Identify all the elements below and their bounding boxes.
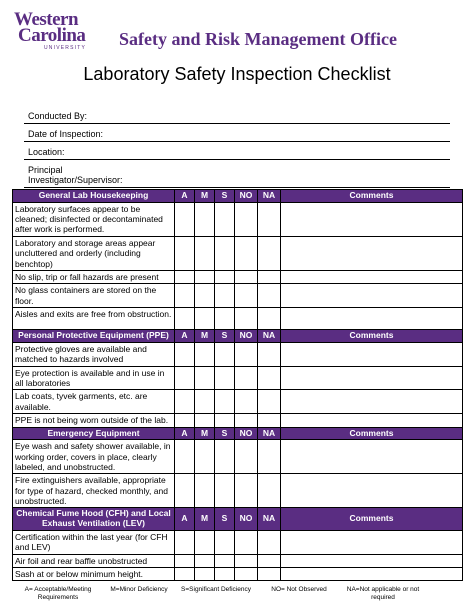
checklist-item-text: PPE is not being worn outside of the lab. [13,414,175,427]
checkbox-cell-no[interactable] [235,554,258,567]
checkbox-cell-no[interactable] [235,440,258,474]
checkbox-cell-no[interactable] [235,530,258,554]
checkbox-cell-a[interactable] [175,270,195,283]
checkbox-cell-m[interactable] [195,554,215,567]
checklist-item-text: Certification within the last year (for CFH and LEV) [13,530,175,554]
checkbox-cell-na[interactable] [258,270,281,283]
column-header-na: NA [258,427,281,440]
checklist-row [13,343,463,367]
checkbox-cell-no[interactable] [235,270,258,283]
column-header-no: NO [235,330,258,343]
checkbox-cell-comments[interactable] [281,366,463,390]
checkbox-cell-a[interactable] [175,366,195,390]
checkbox-cell-s[interactable] [215,202,235,236]
checkbox-cell-na[interactable] [258,236,281,270]
checkbox-cell-s[interactable] [215,568,235,581]
column-header-a: A [175,330,195,343]
section-title: Chemical Fume Hood (CFH) and Local Exhaust Ventilation (LEV) [13,508,175,531]
logo-line-carolina: Carolina [18,25,86,46]
column-header-s: S [215,508,235,531]
checklist-item-text: Laboratory and storage areas appear uncluttered and orderly (including benchtop) [13,236,175,270]
column-header-a: A [175,427,195,440]
column-header-s: S [215,190,235,203]
checkbox-cell-na[interactable] [258,390,281,414]
checkbox-cell-s[interactable] [215,236,235,270]
info-conducted-by[interactable]: Conducted By: [24,108,450,124]
checkbox-cell-no[interactable] [235,284,258,308]
logo-line-western: Western [14,9,79,30]
checkbox-cell-m[interactable] [195,270,215,283]
checkbox-cell-no[interactable] [235,236,258,270]
column-header-m: M [195,427,215,440]
checklist-row [13,284,463,308]
checklist-item-text: No slip, trip or fall hazards are present [13,270,175,283]
checkbox-cell-m[interactable] [195,236,215,270]
checkbox-cell-m[interactable] [195,366,215,390]
checkbox-cell-no[interactable] [235,366,258,390]
column-header-m: M [195,190,215,203]
checkbox-cell-a[interactable] [175,554,195,567]
checkbox-cell-m[interactable] [195,308,215,330]
info-principal-investigator[interactable]: Principal Investigator/Supervisor: [24,160,450,188]
column-header-comments: Comments [281,427,463,440]
checkbox-cell-na[interactable] [258,308,281,330]
checklist-row [13,202,463,236]
checkbox-cell-m[interactable] [195,390,215,414]
checkbox-cell-na[interactable] [258,202,281,236]
checkbox-cell-m[interactable] [195,440,215,474]
column-header-s: S [215,330,235,343]
legend-minor: M=Minor Deficiency [110,586,168,593]
checkbox-cell-m[interactable] [195,343,215,367]
page-header [14,10,464,50]
checkbox-cell-na[interactable] [258,414,281,427]
checkbox-cell-m[interactable] [195,202,215,236]
checkbox-cell-s[interactable] [215,530,235,554]
checkbox-cell-comments[interactable] [281,270,463,283]
column-header-comments: Comments [281,330,463,343]
checkbox-cell-s[interactable] [215,284,235,308]
checkbox-cell-s[interactable] [215,308,235,330]
checklist-row [13,414,463,427]
checkbox-cell-s[interactable] [215,554,235,567]
column-header-na: NA [258,330,281,343]
column-header-no: NO [235,427,258,440]
checklist-item-text: Aisles and exits are free from obstruction. [13,308,175,330]
checkbox-cell-a[interactable] [175,440,195,474]
checkbox-cell-comments[interactable] [281,568,463,581]
column-header-a: A [175,190,195,203]
column-header-no: NO [235,508,258,531]
checkbox-cell-no[interactable] [235,414,258,427]
section-title: Personal Protective Equipment (PPE) [13,330,175,343]
checkbox-cell-no[interactable] [235,390,258,414]
inspection-info [24,108,450,188]
checklist-row [13,554,463,567]
checklist-item-text: Lab coats, tyvek garments, etc. are available. [13,390,175,414]
checkbox-cell-na[interactable] [258,284,281,308]
checkbox-cell-comments[interactable] [281,308,463,330]
checkbox-cell-m[interactable] [195,474,215,508]
checkbox-cell-a[interactable] [175,414,195,427]
checklist-row [13,390,463,414]
checklist-row [13,366,463,390]
checkbox-cell-na[interactable] [258,474,281,508]
legend-not-observed: NO= Not Observed [271,586,327,593]
column-header-comments: Comments [281,190,463,203]
checkbox-cell-na[interactable] [258,440,281,474]
checkbox-cell-comments[interactable] [281,202,463,236]
checkbox-cell-a[interactable] [175,474,195,508]
column-header-na: NA [258,508,281,531]
section-header-general-lab-housekeeping [13,190,463,203]
column-header-s: S [215,427,235,440]
info-date-of-inspection[interactable]: Date of Inspection: [24,124,450,142]
checkbox-cell-a[interactable] [175,308,195,330]
legend-not-applicable: NA=Not applicable or not required [346,586,420,602]
checklist-item-text: Laboratory surfaces appear to be cleaned; disinfected or decontaminated after work is performed. [13,202,175,236]
checkbox-cell-a[interactable] [175,202,195,236]
checkbox-cell-na[interactable] [258,366,281,390]
checkbox-cell-comments[interactable] [281,474,463,508]
checkbox-cell-no[interactable] [235,474,258,508]
checkbox-cell-s[interactable] [215,270,235,283]
checkbox-cell-s[interactable] [215,440,235,474]
legend-acceptable: A= Acceptable/Meeting Requirements [24,586,92,602]
section-header-personal-protective-equipment- [13,330,463,343]
checklist-row [13,270,463,283]
checklist-item-text: Fire extinguishers available, appropriate for type of hazard, checked monthly, and unobstructed. [13,474,175,508]
checkbox-cell-s[interactable] [215,366,235,390]
wcu-logo [14,10,114,50]
info-location[interactable]: Location: [24,142,450,160]
section-title: General Lab Housekeeping [13,190,175,203]
checkbox-cell-a[interactable] [175,568,195,581]
checkbox-cell-comments[interactable] [281,343,463,367]
checkbox-cell-no[interactable] [235,308,258,330]
checkbox-cell-s[interactable] [215,474,235,508]
checkbox-cell-comments[interactable] [281,414,463,427]
checklist-item-text: Eye protection is available and in use in all laboratories [13,366,175,390]
office-name: Safety and Risk Management Office [119,29,397,49]
document-title: Laboratory Safety Inspection Checklist [83,64,391,84]
checkbox-cell-m[interactable] [195,284,215,308]
checkbox-cell-no[interactable] [235,343,258,367]
checkbox-cell-na[interactable] [258,343,281,367]
checkbox-cell-m[interactable] [195,568,215,581]
checklist-item-text: Sash at or below minimum height. [13,568,175,581]
section-title: Emergency Equipment [13,427,175,440]
checklist-item-text: No glass containers are stored on the floor. [13,284,175,308]
logo-line-university: UNIVERSITY [44,45,87,51]
section-header-emergency-equipment [13,427,463,440]
checkbox-cell-comments[interactable] [281,440,463,474]
checkbox-cell-na[interactable] [258,554,281,567]
checkbox-cell-comments[interactable] [281,236,463,270]
checkbox-cell-comments[interactable] [281,284,463,308]
column-header-m: M [195,508,215,531]
column-header-comments: Comments [281,508,463,531]
checklist-row [13,474,463,508]
checkbox-cell-no[interactable] [235,568,258,581]
checkbox-cell-a[interactable] [175,236,195,270]
checklist-row [13,530,463,554]
section-header-chemical-fume-hood-cfh-and-loc [13,508,463,531]
checklist-item-text: Air foil and rear baffle unobstructed [13,554,175,567]
checklist-row [13,308,463,330]
checkbox-cell-na[interactable] [258,568,281,581]
checklist-item-text: Eye wash and safety shower available, in working order, covers in place, clearly labeled, and unobstructed. [13,440,175,474]
checkbox-cell-a[interactable] [175,390,195,414]
checkbox-cell-s[interactable] [215,343,235,367]
checkbox-cell-comments[interactable] [281,530,463,554]
checkbox-cell-a[interactable] [175,284,195,308]
checkbox-cell-m[interactable] [195,530,215,554]
checkbox-cell-comments[interactable] [281,390,463,414]
checklist-row [13,440,463,474]
checkbox-cell-na[interactable] [258,530,281,554]
column-header-m: M [195,330,215,343]
checkbox-cell-a[interactable] [175,530,195,554]
legend-significant: S=Significant Deficiency [181,586,251,593]
checklist-item-text: Protective gloves are available and matched to hazards involved [13,343,175,367]
checkbox-cell-a[interactable] [175,343,195,367]
checkbox-cell-s[interactable] [215,390,235,414]
checkbox-cell-s[interactable] [215,414,235,427]
column-header-a: A [175,508,195,531]
checkbox-cell-no[interactable] [235,202,258,236]
checkbox-cell-m[interactable] [195,414,215,427]
checkbox-cell-comments[interactable] [281,554,463,567]
checklist-row [13,568,463,581]
checklist-row [13,236,463,270]
column-header-na: NA [258,190,281,203]
column-header-no: NO [235,190,258,203]
checklist-table [12,189,463,581]
